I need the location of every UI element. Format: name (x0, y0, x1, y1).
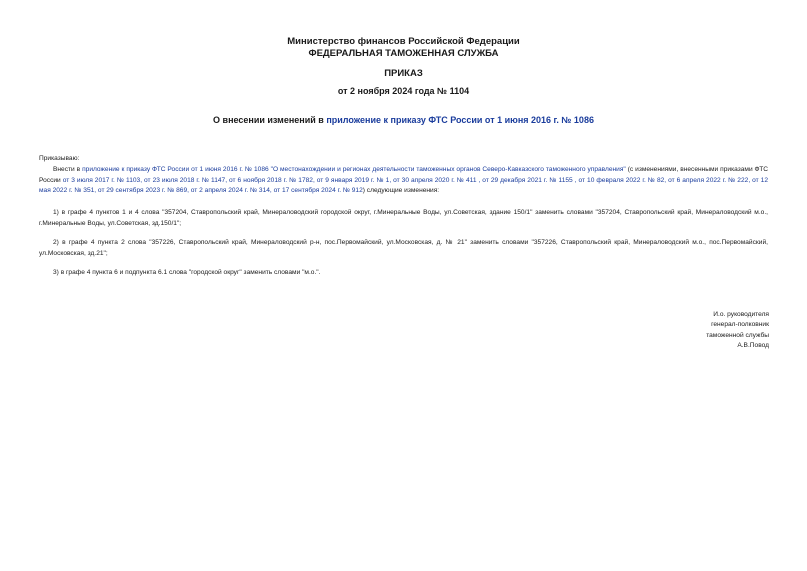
change-item-2: 2) в графе 4 пункта 2 слова "357226, Ставропольский край, Минераловодский р-н, пос.Первомайский, ул.Московская, д. № 21" заменить словами "357226, Ставропольский край, Минераловодский м.о., пос.Первомайский, ул.Московская, зд.21"; (39, 239, 768, 257)
ministry-name: Министерство финансов Российской Федерации (287, 36, 520, 47)
main-paragraph (39, 165, 768, 197)
signature-name: А.В.Повод (737, 342, 769, 350)
document-date-number: от 2 ноября 2024 года № 1104 (337, 86, 470, 96)
main-paragraph-prefix: Внести в (53, 166, 83, 173)
main-paragraph-suffix: ) следующие изменения: (362, 187, 440, 195)
signature-rank: генерал-полковник (711, 321, 769, 329)
document-title-link[interactable]: приложение к приказу ФТС России от 1 июня 2016 г. № 1086 (326, 115, 594, 125)
document-type: ПРИКАЗ (384, 68, 423, 79)
document-title (0, 115, 807, 126)
main-paragraph-mid: (с изменениями, внесенными приказами ФТС России (39, 166, 768, 184)
service-name: ФЕДЕРАЛЬНАЯ ТАМОЖЕННАЯ СЛУЖБА (308, 48, 499, 59)
change-item-1: 1) в графе 4 пунктов 1 и 4 слова "357204, Ставропольский край, Минераловодский городской округ, г.Минеральные Воды, ул.Советская, здание 150/1" заменить словами "357204, Ставропольский край, Минераловодский м.о., г.Минеральные Воды, ул.Советская, зд.150/1"; (39, 209, 768, 227)
signature-block (560, 310, 769, 352)
base-order-link[interactable]: приложение к приказу ФТС России от 1 июня 2016 г. № 1086 "О местонахождении и регионах деятельности таможенных органов Северо-Кавказского таможенного управления" (82, 166, 626, 173)
change-item-3: 3) в графе 4 пункта 6 и подпункта 6.1 слова "городской округ" заменить словами "м.о.". (53, 269, 321, 276)
signature-position: И.о. руководителя (713, 311, 769, 318)
amending-orders-links[interactable]: от 3 июля 2017 г. № 1103, от 23 июля 2018 г. № 1147, от 6 ноября 2018 г. № 1782, от 9 января 2019 г. № 1, от 30 апреля 2020 г. № 411 , от 29 декабря 2021 г. № 1155 , от 10 февраля 2022 г. № 82, от 6 апреля 2022 г. № 222, от 12 мая 2022 г. № 351, от 29 сентября 2023 г. № 869, от 2 апреля 2024 г. № 314, от 17 сентября 2024 г. № 912 (39, 176, 768, 195)
signature-service: таможенной службы (706, 331, 769, 339)
document-title-prefix: О внесении изменений в (213, 115, 327, 125)
order-intro: Приказываю: (39, 155, 80, 162)
